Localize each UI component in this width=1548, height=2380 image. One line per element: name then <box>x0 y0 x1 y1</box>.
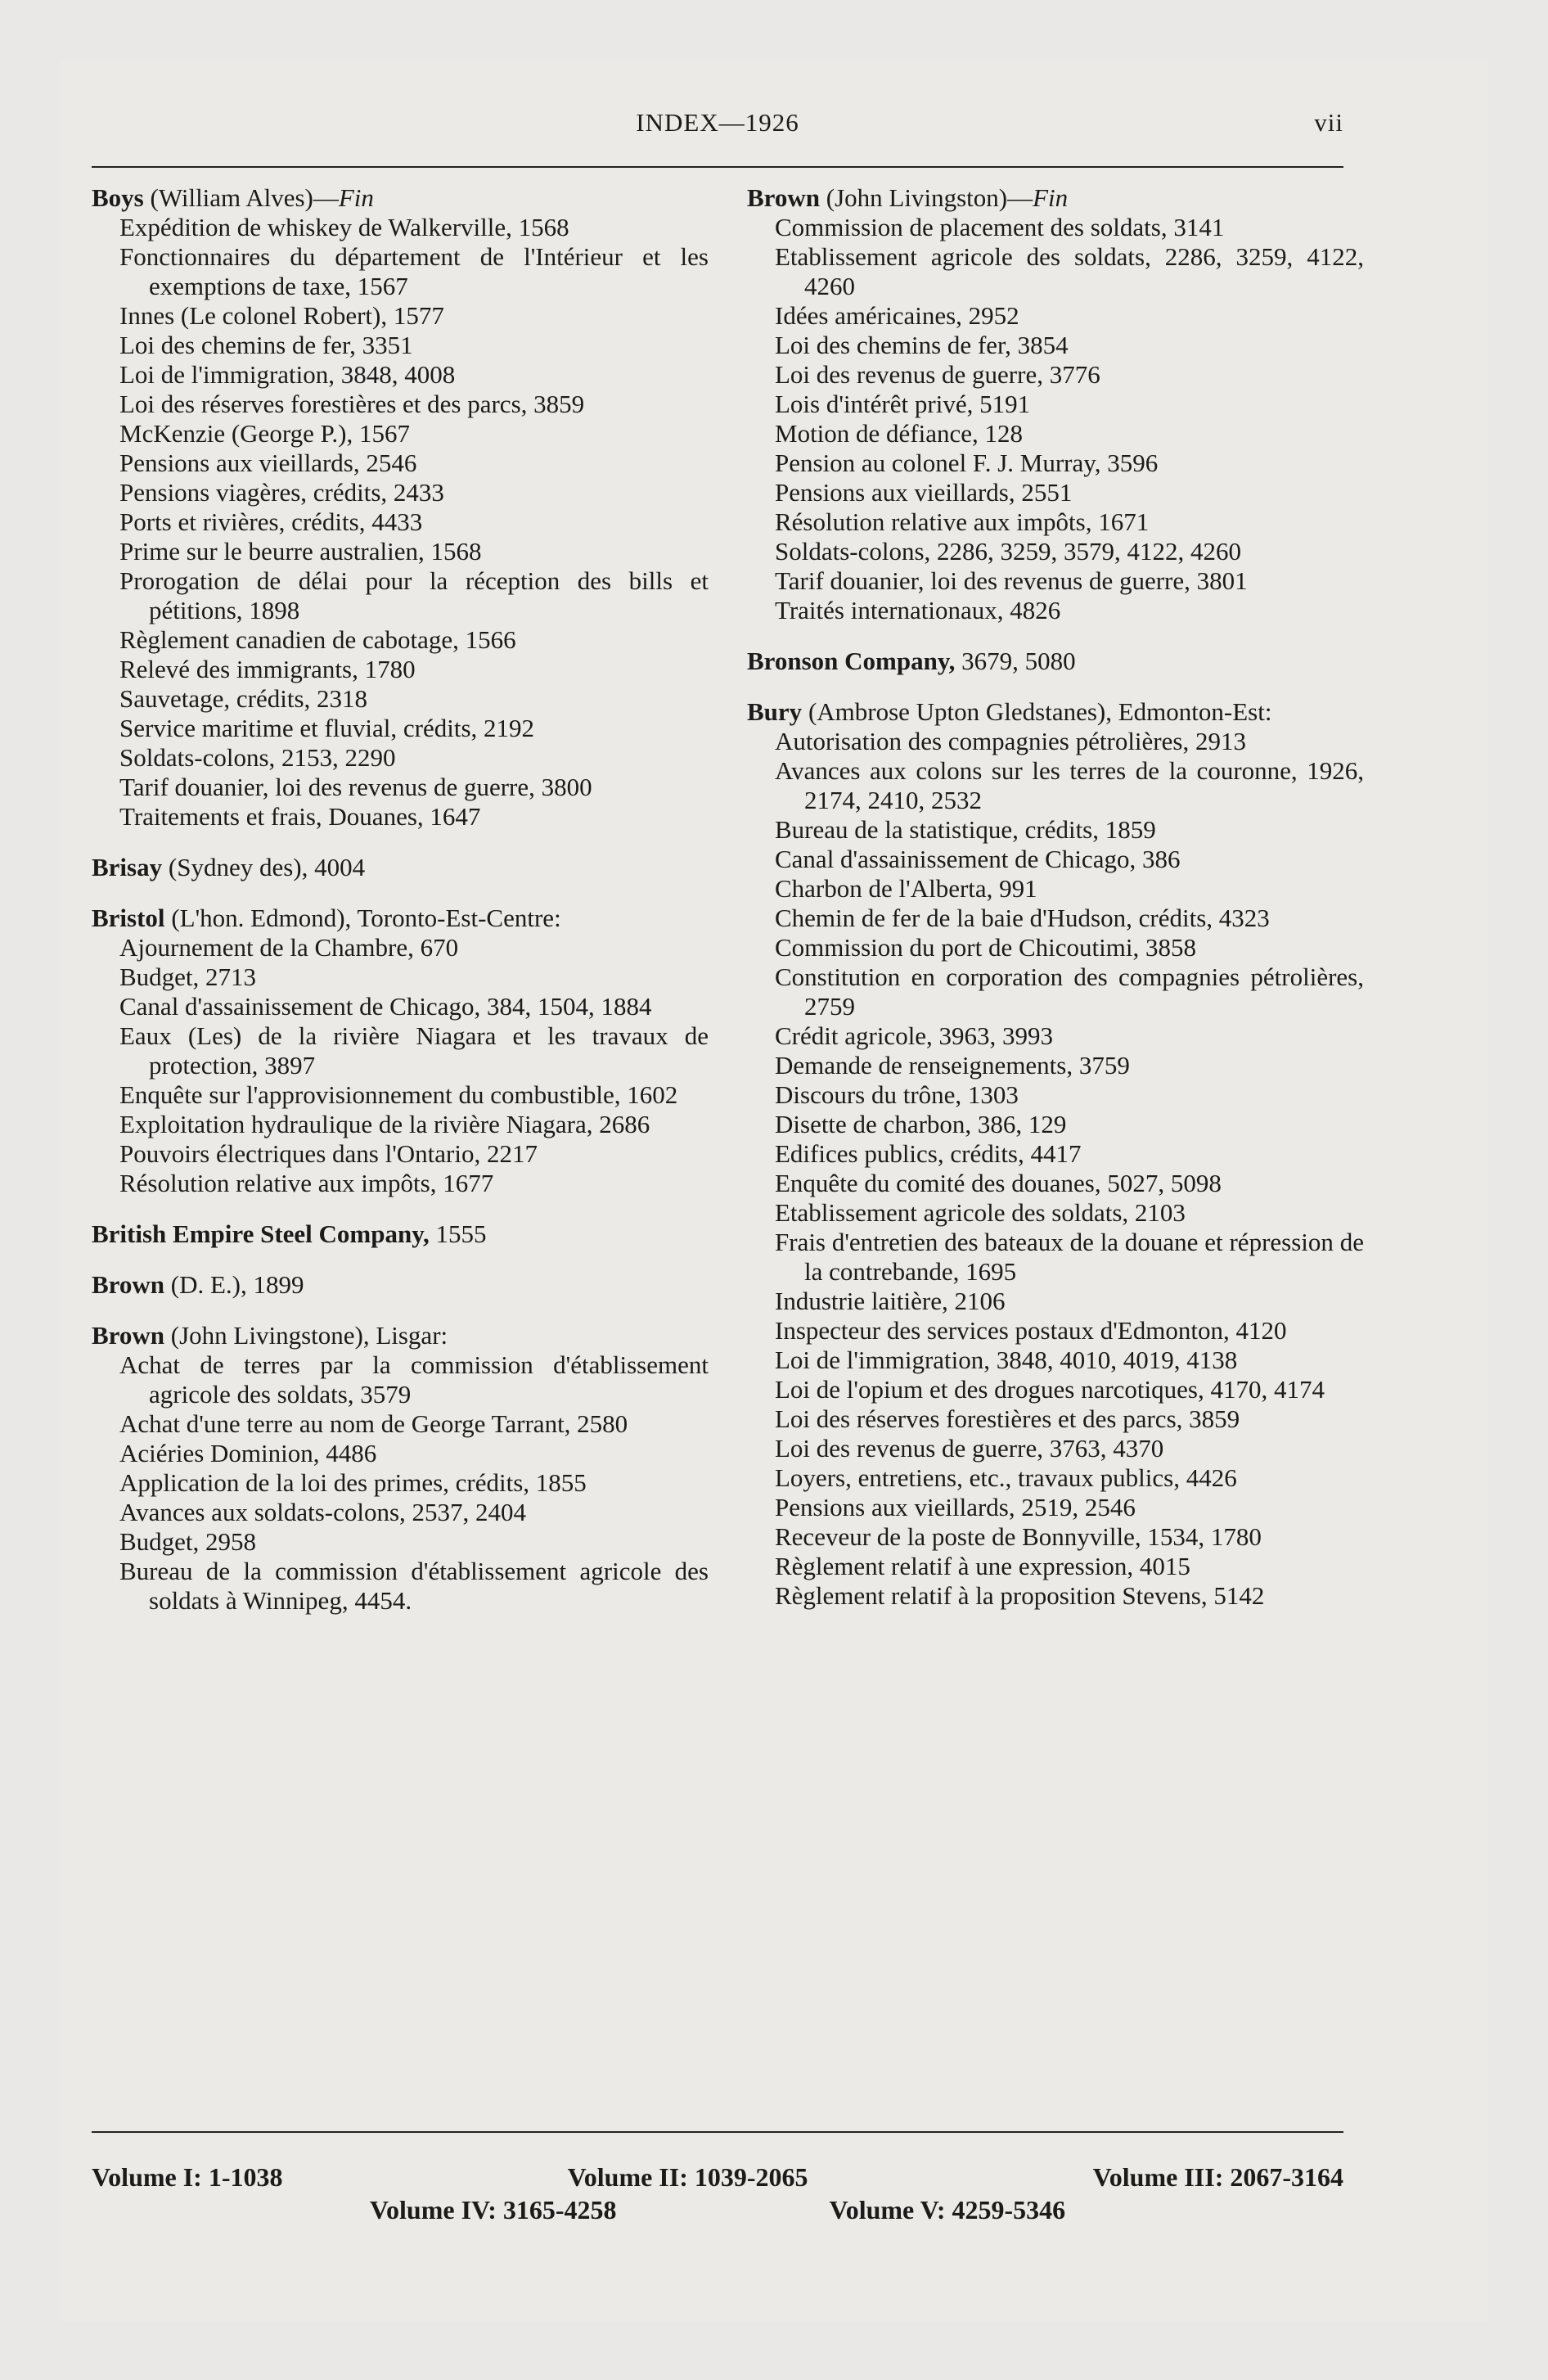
index-entry <box>92 1321 709 1616</box>
sub-entry: Crédit agricole, 3963, 3993 <box>775 1021 1054 1050</box>
entry-heading <box>92 1321 709 1350</box>
entry-description: (L'hon. Edmond), Toronto-Est-Centre: <box>171 904 561 932</box>
entry-heading <box>92 904 709 933</box>
entry-description: (D. E.), 1899 <box>170 1270 304 1299</box>
entry-name: Brown <box>747 183 821 212</box>
entry-description: (Ambrose Upton Gledstanes), Edmonton-Est: <box>808 697 1272 726</box>
entry-name: Boys <box>92 183 144 212</box>
entry-heading <box>747 183 1364 213</box>
volume-range: Volume I: 1-1038 <box>92 2162 283 2192</box>
sub-entry: Traités internationaux, 4826 <box>775 596 1061 624</box>
sub-entry: Edifices publics, crédits, 4417 <box>775 1139 1082 1168</box>
sub-entry: Enquête sur l'approvisionnement du combustible, 1602 <box>119 1080 678 1109</box>
footer-row-1 <box>92 2161 1343 2193</box>
entry-description: (William Alves)— <box>150 183 339 212</box>
sub-entry: Fonctionnaires du département de l'Intérieur et les exemptions de taxe, 1567 <box>119 242 709 300</box>
sub-entry: Budget, 2713 <box>119 962 257 991</box>
volume-range: Volume II: 1039-2065 <box>567 2162 808 2192</box>
sub-entry: Loi des réserves forestières et des parcs, 3859 <box>119 390 585 418</box>
entry-name: Bury <box>747 697 803 726</box>
sub-entry: Règlement canadien de cabotage, 1566 <box>119 625 516 654</box>
sub-entry: Pensions viagères, crédits, 2433 <box>119 478 444 507</box>
sub-entry: Achat d'une terre au nom de George Tarrant, 2580 <box>119 1409 628 1438</box>
sub-entry: Traitements et frais, Douanes, 1647 <box>119 802 481 831</box>
sub-entry: Application de la loi des primes, crédits, 1855 <box>119 1468 587 1497</box>
entry-name: Brown <box>92 1321 165 1350</box>
sub-entry: Achat de terres par la commission d'établissement agricole des soldats, 3579 <box>119 1350 709 1409</box>
sub-entry: Avances aux colons sur les terres de la couronne, 1926, 2174, 2410, 2532 <box>775 756 1364 814</box>
sub-entry: Charbon de l'Alberta, 991 <box>775 874 1037 903</box>
sub-entry: Motion de défiance, 128 <box>775 419 1024 448</box>
index-entry <box>92 183 709 832</box>
entry-suffix: Fin <box>338 183 374 212</box>
sub-entry: Idées américaines, 2952 <box>775 301 1019 330</box>
sub-entry: Frais d'entretien des bateaux de la douane et répression de la contrebande, 1695 <box>775 1228 1364 1286</box>
sub-entry: Ajournement de la Chambre, 670 <box>119 933 459 962</box>
sub-entry: Demande de renseignements, 3759 <box>775 1051 1130 1080</box>
index-entry <box>92 904 709 1198</box>
sub-entry: Soldats-colons, 2286, 3259, 3579, 4122, 4260 <box>775 537 1242 566</box>
sub-entry: Règlement relatif à la proposition Stevens, 5142 <box>775 1581 1265 1610</box>
entry-heading <box>747 697 1364 727</box>
sub-entry: Exploitation hydraulique de la rivière Niagara, 2686 <box>119 1110 650 1138</box>
sub-entry: Canal d'assainissement de Chicago, 386 <box>775 845 1181 873</box>
index-entry <box>92 853 709 882</box>
sub-entry: Pensions aux vieillards, 2551 <box>775 478 1073 507</box>
entry-description: 3679, 5080 <box>961 647 1076 675</box>
entry-heading <box>92 853 709 882</box>
index-entry <box>92 1270 709 1300</box>
sub-entry: Loi des réserves forestières et des parcs, 3859 <box>775 1404 1240 1433</box>
footer-row-2 <box>92 2193 1343 2226</box>
sub-entry: Prorogation de délai pour la réception des bills et pétitions, 1898 <box>119 566 709 624</box>
sub-entry: Pensions aux vieillards, 2546 <box>119 449 417 477</box>
sub-entry: Bureau de la statistique, crédits, 1859 <box>775 815 1156 844</box>
sub-entry: Tarif douanier, loi des revenus de guerre, 3800 <box>119 773 592 801</box>
sub-entry: Lois d'intérêt privé, 5191 <box>775 390 1031 418</box>
sub-entry: Relevé des immigrants, 1780 <box>119 655 416 683</box>
index-entry <box>747 697 1364 1611</box>
volume-range: Volume III: 2067-3164 <box>1092 2162 1343 2192</box>
sub-entry: Aciéries Dominion, 4486 <box>119 1439 377 1467</box>
entry-heading <box>747 647 1364 676</box>
entry-name: British Empire Steel Company, <box>92 1219 430 1248</box>
header-rule <box>92 166 1343 168</box>
sub-entry: Avances aux soldats-colons, 2537, 2404 <box>119 1498 527 1526</box>
volume-range: Volume IV: 3165-4258 <box>369 2195 617 2224</box>
sub-entry: Receveur de la poste de Bonnyville, 1534, 1780 <box>775 1522 1262 1551</box>
sub-entry: Loi de l'immigration, 3848, 4010, 4019, 4138 <box>775 1346 1238 1374</box>
sub-entry: Canal d'assainissement de Chicago, 384, 1504, 1884 <box>119 992 652 1021</box>
sub-entry: Loi de l'immigration, 3848, 4008 <box>119 360 456 389</box>
entry-description: (John Livingstone), Lisgar: <box>170 1321 448 1350</box>
sub-entry: Résolution relative aux impôts, 1671 <box>775 507 1150 536</box>
left-column <box>92 183 709 1637</box>
entry-description: 1555 <box>435 1219 487 1248</box>
sub-entry: Industrie laitière, 2106 <box>775 1287 1006 1315</box>
sub-entry: McKenzie (George P.), 1567 <box>119 419 410 448</box>
sub-entry: Chemin de fer de la baie d'Hudson, crédits, 4323 <box>775 904 1270 932</box>
sub-entry: Pension au colonel F. J. Murray, 3596 <box>775 449 1159 477</box>
sub-entry: Tarif douanier, loi des revenus de guerre, 3801 <box>775 566 1248 595</box>
sub-entry: Commission du port de Chicoutimi, 3858 <box>775 933 1196 962</box>
sub-entry: Innes (Le colonel Robert), 1577 <box>119 301 444 330</box>
index-entry <box>747 183 1364 625</box>
page-title: INDEX—1926 <box>636 108 799 137</box>
sub-entry: Loi des revenus de guerre, 3776 <box>775 360 1100 389</box>
sub-entry: Bureau de la commission d'établissement agricole des soldats à Winnipeg, 4454. <box>119 1557 709 1615</box>
entry-name: Brisay <box>92 853 163 881</box>
sub-entry: Enquête du comité des douanes, 5027, 5098 <box>775 1169 1222 1197</box>
sub-entry: Pouvoirs électriques dans l'Ontario, 2217 <box>119 1139 538 1168</box>
sub-entry: Autorisation des compagnies pétrolières, 2913 <box>775 727 1246 755</box>
entry-heading <box>92 183 709 213</box>
sub-entry: Disette de charbon, 386, 129 <box>775 1110 1067 1138</box>
sub-entry: Discours du trône, 1303 <box>775 1080 1019 1109</box>
entry-suffix: Fin <box>1033 183 1069 212</box>
sub-entry: Loi des revenus de guerre, 3763, 4370 <box>775 1434 1164 1463</box>
sub-entry: Soldats-colons, 2153, 2290 <box>119 743 396 772</box>
sub-entry: Résolution relative aux impôts, 1677 <box>119 1169 494 1197</box>
sub-entry: Loi de l'opium et des drogues narcotiques, 4170, 4174 <box>775 1375 1325 1404</box>
sub-entry: Sauvetage, crédits, 2318 <box>119 684 368 713</box>
entry-description: (John Livingston)— <box>826 183 1033 212</box>
footer-rule <box>92 2131 1343 2133</box>
entry-name: Brown <box>92 1270 165 1299</box>
sub-entry: Ports et rivières, crédits, 4433 <box>119 507 423 536</box>
sub-entry: Règlement relatif à une expression, 4015 <box>775 1552 1190 1580</box>
sub-entry: Etablissement agricole des soldats, 2103 <box>775 1198 1186 1227</box>
entry-name: Bristol <box>92 904 165 932</box>
page-number: vii <box>1314 108 1343 137</box>
index-entry <box>747 647 1364 676</box>
index-entry <box>92 1219 709 1249</box>
volume-footer <box>92 2161 1343 2226</box>
entry-heading <box>92 1270 709 1300</box>
sub-entry: Constitution en corporation des compagnies pétrolières, 2759 <box>775 962 1364 1021</box>
sub-entry: Etablissement agricole des soldats, 2286, 3259, 4122, 4260 <box>775 242 1364 300</box>
sub-entry: Loi des chemins de fer, 3351 <box>119 331 413 359</box>
entry-heading <box>92 1219 709 1249</box>
volume-range: Volume V: 4259-5346 <box>829 2195 1066 2224</box>
entry-name: Bronson Company, <box>747 647 956 675</box>
sub-entry: Loyers, entretiens, etc., travaux publics, 4426 <box>775 1463 1237 1492</box>
sub-entry: Inspecteur des services postaux d'Edmonton, 4120 <box>775 1316 1287 1345</box>
right-column <box>747 183 1364 1632</box>
sub-entry: Pensions aux vieillards, 2519, 2546 <box>775 1493 1136 1521</box>
sub-entry: Budget, 2958 <box>119 1527 257 1556</box>
page-header <box>92 108 1343 149</box>
sub-entry: Expédition de whiskey de Walkerville, 1568 <box>119 213 569 241</box>
sub-entry: Commission de placement des soldats, 3141 <box>775 213 1225 241</box>
sub-entry: Service maritime et fluvial, crédits, 2192 <box>119 714 535 742</box>
entry-description: (Sydney des), 4004 <box>168 853 366 881</box>
sub-entry: Prime sur le beurre australien, 1568 <box>119 537 482 566</box>
sub-entry: Loi des chemins de fer, 3854 <box>775 331 1069 359</box>
sub-entry: Eaux (Les) de la rivière Niagara et les travaux de protection, 3897 <box>119 1021 709 1080</box>
